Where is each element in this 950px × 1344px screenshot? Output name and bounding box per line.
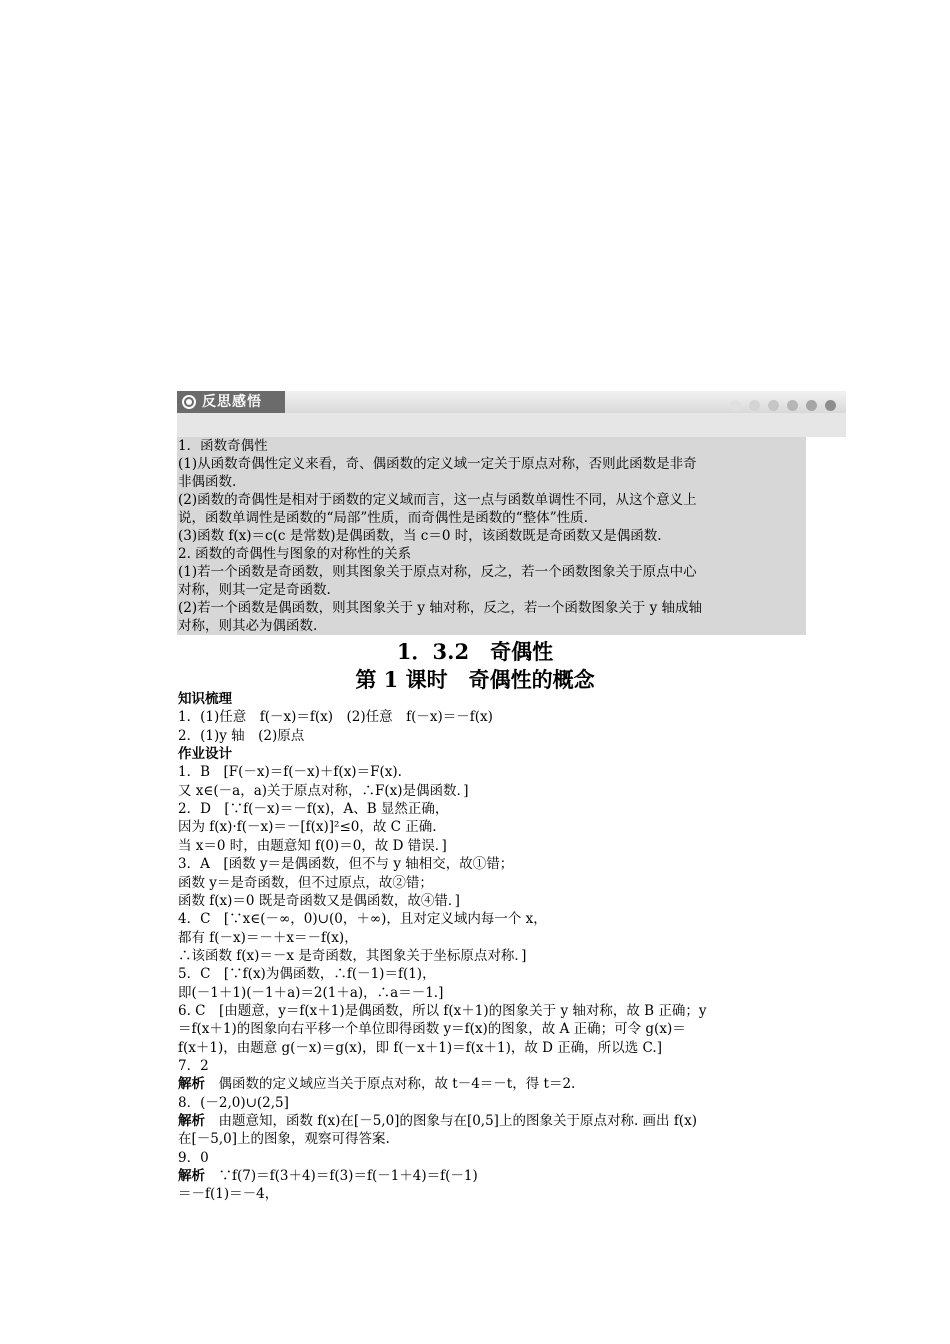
body-line — [178, 746, 232, 763]
body-text: 8．(－2,0)∪(2,5] — [178, 1094, 289, 1111]
body-text: 当 x＝0 时，由题意知 f(0)＝0，故 D 错误．] — [178, 837, 447, 854]
banner-tag — [177, 391, 285, 413]
reflection-line: 1．函数奇偶性 — [178, 438, 268, 454]
section-title: 1．3.2 奇偶性 — [396, 639, 554, 664]
body-line — [178, 1186, 278, 1203]
body-text: 7．2 — [178, 1058, 209, 1074]
body-text: 4．C [∵x∈(－∞，0)∪(0，＋∞)，且对定义域内每一个 x， — [178, 911, 547, 928]
body-line — [178, 985, 443, 1002]
subsection-heading: 作业设计 — [178, 746, 232, 763]
body-line — [178, 1168, 478, 1185]
body-line — [178, 819, 437, 836]
reflection-line: 2. 函数的奇偶性与图象的对称性的关系 — [178, 546, 412, 562]
reflection-line: 说，函数单调性是函数的“局部”性质，而奇偶性是函数的“整体”性质. — [178, 510, 588, 526]
banner-strip — [177, 413, 846, 437]
body-line — [178, 764, 402, 781]
section-banner — [177, 391, 846, 437]
reflection-line: (3)函数 f(x)＝c(c 是常数)是偶函数，当 c＝0 时，该函数既是奇函数又是偶函数. — [178, 528, 662, 544]
body-text: 5．C [∵f(x)为偶函数，∴f(－1)＝f(1)， — [178, 966, 436, 983]
body-line — [178, 875, 433, 892]
body-text: 在[－5,0]上的图象，观察可得答案. — [178, 1131, 390, 1148]
banner-dot — [787, 400, 798, 411]
body-text: 由题意知，函数 f(x)在[－5,0]的图象与在[0,5]上的图象关于原点对称. 画出 f(x) — [205, 1113, 697, 1130]
body-text: 又 x∈(－a，a)关于原点对称，∴F(x)是偶函数．] — [178, 782, 469, 799]
body-text: ∵f(7)＝f(3＋4)＝f(3)＝f(－1＋4)＝f(－1) — [205, 1168, 478, 1185]
body-text: 1．(1)任意 f(－x)＝f(x) (2)任意 f(－x)＝－f(x) — [178, 709, 493, 726]
body-text: ＝f(x＋1)的图象向右平移一个单位即得函数 y＝f(x)的图象，故 A 正确；可令 g(x)＝ — [178, 1021, 686, 1038]
reflection-line: 对称，则其一定是奇函数. — [178, 582, 331, 598]
body-text: 2．D [∵f(－x)＝－f(x)，A、B 显然正确， — [178, 801, 449, 818]
body-line — [178, 1095, 289, 1112]
reflection-line: 对称，则其必为偶函数. — [178, 618, 318, 634]
body-line — [178, 930, 358, 947]
body-text: 6. C [由题意，y＝f(x＋1)是偶函数，所以 f(x＋1)的图象关于 y 轴对称，故 B 正确；y — [178, 1002, 707, 1019]
body-line — [178, 948, 526, 965]
body-line — [178, 783, 469, 800]
body-text: 1．B [F(－x)＝f(－x)＋f(x)＝F(x). — [178, 764, 402, 781]
body-line — [178, 1058, 209, 1075]
banner-dots — [722, 396, 836, 408]
body-line — [178, 1040, 662, 1057]
body-text: 偶函数的定义域应当关于原点对称，故 t－4＝－t，得 t＝2. — [205, 1076, 576, 1093]
body-text: ∴该函数 f(x)＝－x 是奇函数，其图象关于坐标原点对称．] — [178, 947, 527, 964]
body-line — [178, 709, 493, 726]
reflection-line: (1)从函数奇偶性定义来看，奇、偶函数的定义域一定关于原点对称，否则此函数是非奇 — [178, 456, 697, 472]
banner-dot — [749, 400, 760, 411]
analysis-label: 解析 — [178, 1168, 205, 1185]
lesson-title: 第 1 课时 奇偶性的概念 — [355, 667, 595, 692]
banner-bar — [177, 391, 846, 414]
body-line — [178, 1076, 575, 1093]
banner-label: 反思感悟 — [202, 394, 262, 410]
reflection-line: (2)若一个函数是偶函数，则其图象关于 y 轴对称，反之，若一个函数图象关于 y 轴成轴 — [178, 600, 703, 616]
body-line — [178, 801, 448, 818]
body-text: 2．(1)y 轴 (2)原点 — [178, 727, 305, 744]
body-line — [178, 966, 436, 983]
reflection-line: (2)函数的奇偶性是相对于函数的定义域而言，这一点与函数单调性不同，从这个意义上 — [178, 492, 697, 508]
reflection-line: (1)若一个函数是奇函数，则其图象关于原点对称，反之，若一个函数图象关于原点中心 — [178, 564, 697, 580]
body-line — [178, 838, 447, 855]
body-line — [178, 1150, 209, 1167]
subsection-heading: 知识梳理 — [178, 691, 232, 707]
body-line — [178, 911, 547, 928]
body-text: 3．A [函数 y＝是偶函数，但不与 y 轴相交，故①错； — [178, 856, 514, 873]
body-text: 因为 f(x)·f(－x)＝－[f(x)]²≤0，故 C 正确. — [178, 819, 437, 836]
body-line — [178, 1021, 686, 1038]
body-line — [178, 893, 460, 910]
body-text: ＝－f(1)＝－4， — [178, 1186, 279, 1203]
body-text: 函数 f(x)＝0 既是奇函数又是偶函数，故④错．] — [178, 892, 460, 909]
body-text: 函数 y＝是奇函数，但不过原点，故②错； — [178, 874, 433, 891]
banner-dot — [825, 400, 836, 411]
body-text: 9．0 — [178, 1149, 209, 1166]
body-text: 即(－1＋1)(－1＋a)＝2(1＋a)，∴a＝－1.] — [178, 984, 444, 1001]
body-line — [178, 1131, 390, 1148]
reflection-line: 非偶函数. — [178, 474, 237, 490]
analysis-label: 解析 — [178, 1113, 205, 1130]
body-line — [178, 1003, 707, 1020]
analysis-label: 解析 — [178, 1076, 205, 1093]
banner-dot — [730, 400, 741, 411]
body-line — [178, 691, 232, 708]
banner-dot — [768, 400, 779, 411]
banner-dot — [806, 400, 817, 411]
body-line — [178, 728, 304, 745]
body-text: 都有 f(－x)＝－＋x＝－f(x)， — [178, 929, 358, 946]
body-text: f(x＋1)，由题意 g(－x)＝g(x)，即 f(－x＋1)＝f(x＋1)，故 D 正确，所以选 C.] — [178, 1039, 662, 1056]
body-line — [178, 1113, 697, 1130]
body-line — [178, 856, 513, 873]
target-circle-icon — [182, 395, 196, 409]
